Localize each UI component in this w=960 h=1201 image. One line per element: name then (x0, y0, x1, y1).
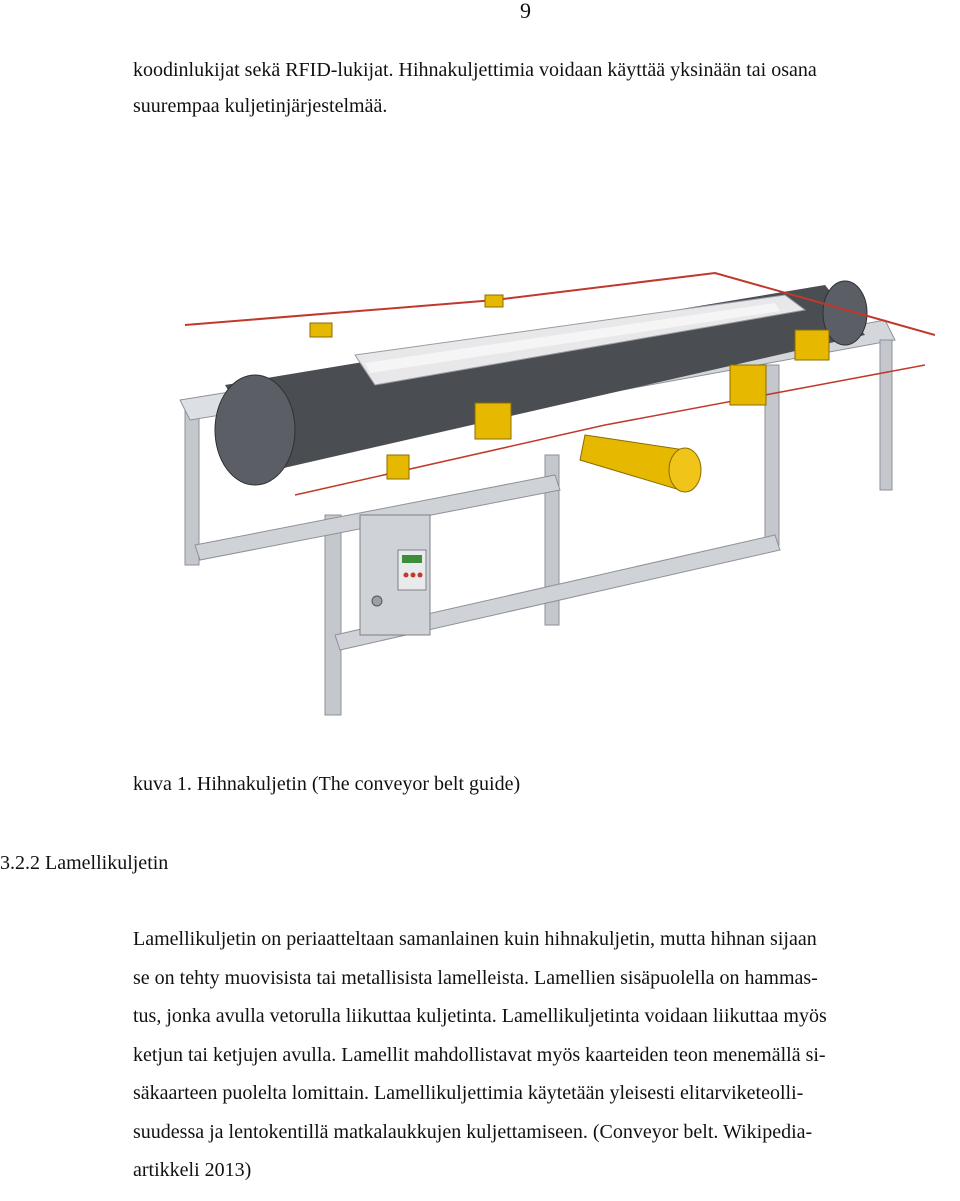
pull-switch (485, 295, 503, 307)
section-heading: 3.2.2 Lamellikuljetin (0, 852, 169, 874)
frame-leg (765, 365, 779, 545)
control-knob (372, 596, 382, 606)
frame-leg (880, 340, 892, 490)
control-button (418, 573, 423, 578)
speed-sensor-head (669, 448, 701, 492)
frame-leg (325, 515, 341, 715)
paragraph-line: ketjun tai ketjujen avulla. Lamellit mahdollistavat myös kaarteiden teon menemällä si- (133, 1043, 826, 1066)
paragraph-line: säkaarteen puolelta lomittain. Lamellikuljettimia käytetään yleisesti elitarviketeolli- (133, 1082, 804, 1104)
belt-alignment-switch (795, 330, 829, 360)
paragraph-line: tus, jonka avulla vetorulla liikuttaa kuljetinta. Lamellikuljetinta voidaan liikuttaa myös (133, 1005, 827, 1027)
pull-switch (387, 455, 409, 479)
body-paragraph (133, 920, 948, 1190)
pull-switch (310, 323, 332, 337)
paragraph-line: suudessa ja lentokentillä matkalaukkujen kuljettamiseen. (Conveyor belt. Wikipedia- (133, 1120, 813, 1143)
belt-alignment-switch (475, 403, 511, 439)
paragraph-line: suurempaa kuljetinjärjestelmää. (133, 95, 388, 117)
paragraph-line: artikkeli 2013) (133, 1159, 252, 1181)
speed-monitor (730, 365, 766, 405)
frame-leg (185, 405, 199, 565)
drive-drum (215, 375, 295, 485)
control-display (402, 555, 422, 563)
speed-sensor-arm (580, 435, 685, 490)
paragraph-line: Lamellikuljetin on periaatteltaan samanlainen kuin hihnakuljetin, mutta hihnan sijaan (133, 928, 817, 950)
intro-paragraph (133, 52, 933, 124)
conveyor-belt-illustration (165, 245, 935, 725)
paragraph-line: koodinlukijat sekä RFID-lukijat. Hihnakuljettimia voidaan käyttää yksinään tai osana (133, 59, 817, 81)
control-button (411, 573, 416, 578)
figure-caption: kuva 1. Hihnakuljetin (The conveyor belt guide) (133, 773, 521, 795)
paragraph-line: se on tehty muovisista tai metallisista lamelleista. Lamellien sisäpuolella on hammas- (133, 966, 818, 989)
page-number: 9 (520, 0, 531, 23)
conveyor-belt-figure (165, 245, 935, 725)
control-button (404, 573, 409, 578)
